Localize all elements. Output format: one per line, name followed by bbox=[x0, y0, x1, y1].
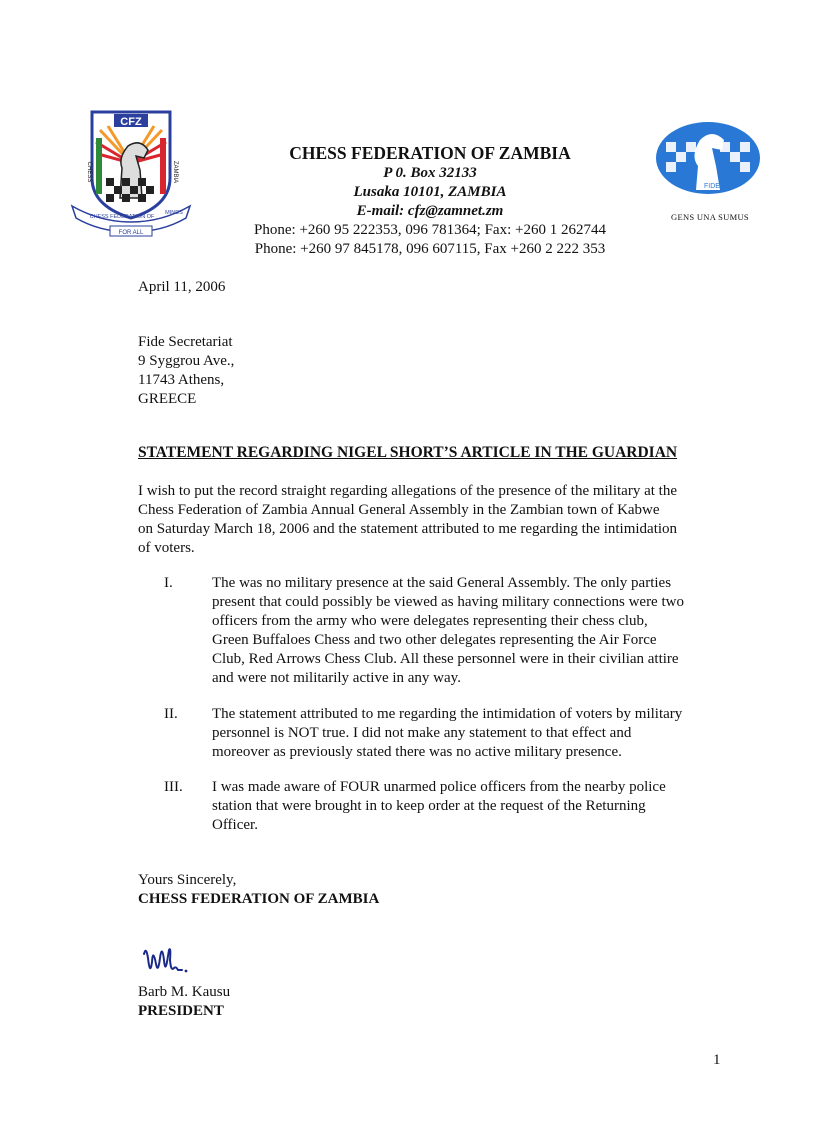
signature bbox=[140, 940, 196, 980]
item-line: personnel is NOT true. I did not make any statement to that effect and bbox=[212, 725, 632, 741]
item-body bbox=[212, 705, 728, 762]
paragraph-line: of voters. bbox=[138, 540, 195, 556]
item-line: The statement attributed to me regarding the intimidation of voters by military bbox=[212, 706, 683, 722]
item-numeral: II. bbox=[164, 706, 178, 722]
cfz-logo-left-text: CHESS bbox=[86, 161, 92, 183]
cfz-logo-right-text: ZAMBIA bbox=[172, 160, 178, 184]
signer-name: Barb M. Kausu bbox=[138, 984, 231, 1000]
org-name: CHESS FEDERATION OF ZAMBIA bbox=[289, 143, 571, 163]
item-line: Club, Red Arrows Chess Club. All these personnel were in their civilian attire bbox=[212, 651, 679, 667]
fide-logo bbox=[650, 118, 766, 198]
recipient-line: 9 Syggrou Ave., bbox=[138, 353, 235, 369]
item-line: officers from the army who were delegates representing their chess club, bbox=[212, 613, 648, 629]
letter-subject: STATEMENT REGARDING NIGEL SHORT’S ARTICLE IN THE GUARDIAN bbox=[138, 444, 678, 461]
closing-org: CHESS FEDERATION OF ZAMBIA bbox=[138, 891, 380, 907]
item-line: Green Buffaloes Chess and two other delegates representing the Air Force bbox=[212, 632, 657, 648]
recipient-line: Fide Secretariat bbox=[138, 334, 233, 350]
email-address: E-mail: cfz@zamnet.zm bbox=[356, 203, 504, 219]
paragraph-line: I wish to put the record straight regarding allegations of the presence of the military at the bbox=[138, 483, 677, 499]
item-line: present that could possibly be viewed as having military connections were two bbox=[212, 594, 684, 610]
recipient-line: 11743 Athens, bbox=[138, 372, 225, 388]
letter-date: April 11, 2006 bbox=[138, 279, 226, 295]
cfz-logo bbox=[70, 108, 192, 238]
item-line: I was made aware of FOUR unarmed police officers from the nearby police bbox=[212, 779, 666, 795]
item-body bbox=[212, 574, 728, 688]
phone-line-2: Phone: +260 97 845178, 096 607115, Fax +260 2 222 353 bbox=[254, 241, 606, 257]
fide-motto: GENS UNA SUMUS bbox=[671, 212, 749, 222]
closing-salutation: Yours Sincerely, bbox=[138, 872, 237, 888]
item-body bbox=[212, 778, 728, 835]
paragraph-line: Chess Federation of Zambia Annual General Assembly in the Zambian town of Kabwe bbox=[138, 502, 660, 518]
recipient-line: GREECE bbox=[138, 391, 197, 407]
item-line: Officer. bbox=[212, 817, 258, 833]
intro-paragraph bbox=[138, 482, 728, 558]
cfz-logo-bottom-text: FOR ALL bbox=[118, 230, 144, 236]
recipient-address bbox=[138, 333, 234, 409]
item-line: moreover as previously stated there was no active military presence. bbox=[212, 744, 622, 760]
page-number: 1 bbox=[713, 1052, 721, 1068]
item-line: and were not militarily active in any way. bbox=[212, 670, 461, 686]
item-numeral: I. bbox=[164, 575, 173, 591]
cfz-logo-ribbon-text: CHESS FEDERATION OF bbox=[89, 214, 155, 220]
phone-line-1: Phone: +260 95 222353, 096 781364; Fax: +260 1 262744 bbox=[254, 222, 606, 238]
cfz-logo-acronym: CFZ bbox=[120, 116, 142, 128]
item-line: station that were brought in to keep order at the request of the Returning bbox=[212, 798, 646, 814]
fide-logo-label: FIDE bbox=[704, 183, 720, 190]
item-line: The was no military presence at the said General Assembly. The only parties bbox=[212, 575, 672, 591]
po-box: P 0. Box 32133 bbox=[383, 165, 477, 181]
letterhead bbox=[200, 142, 660, 259]
signer-title: PRESIDENT bbox=[138, 1003, 224, 1019]
paragraph-line: on Saturday March 18, 2006 and the statement attributed to me regarding the intimidation bbox=[138, 521, 678, 537]
item-numeral: III. bbox=[164, 779, 183, 795]
cfz-logo-ribbon-end: MINDS bbox=[165, 210, 183, 216]
city-address: Lusaka 10101, ZAMBIA bbox=[353, 184, 507, 200]
